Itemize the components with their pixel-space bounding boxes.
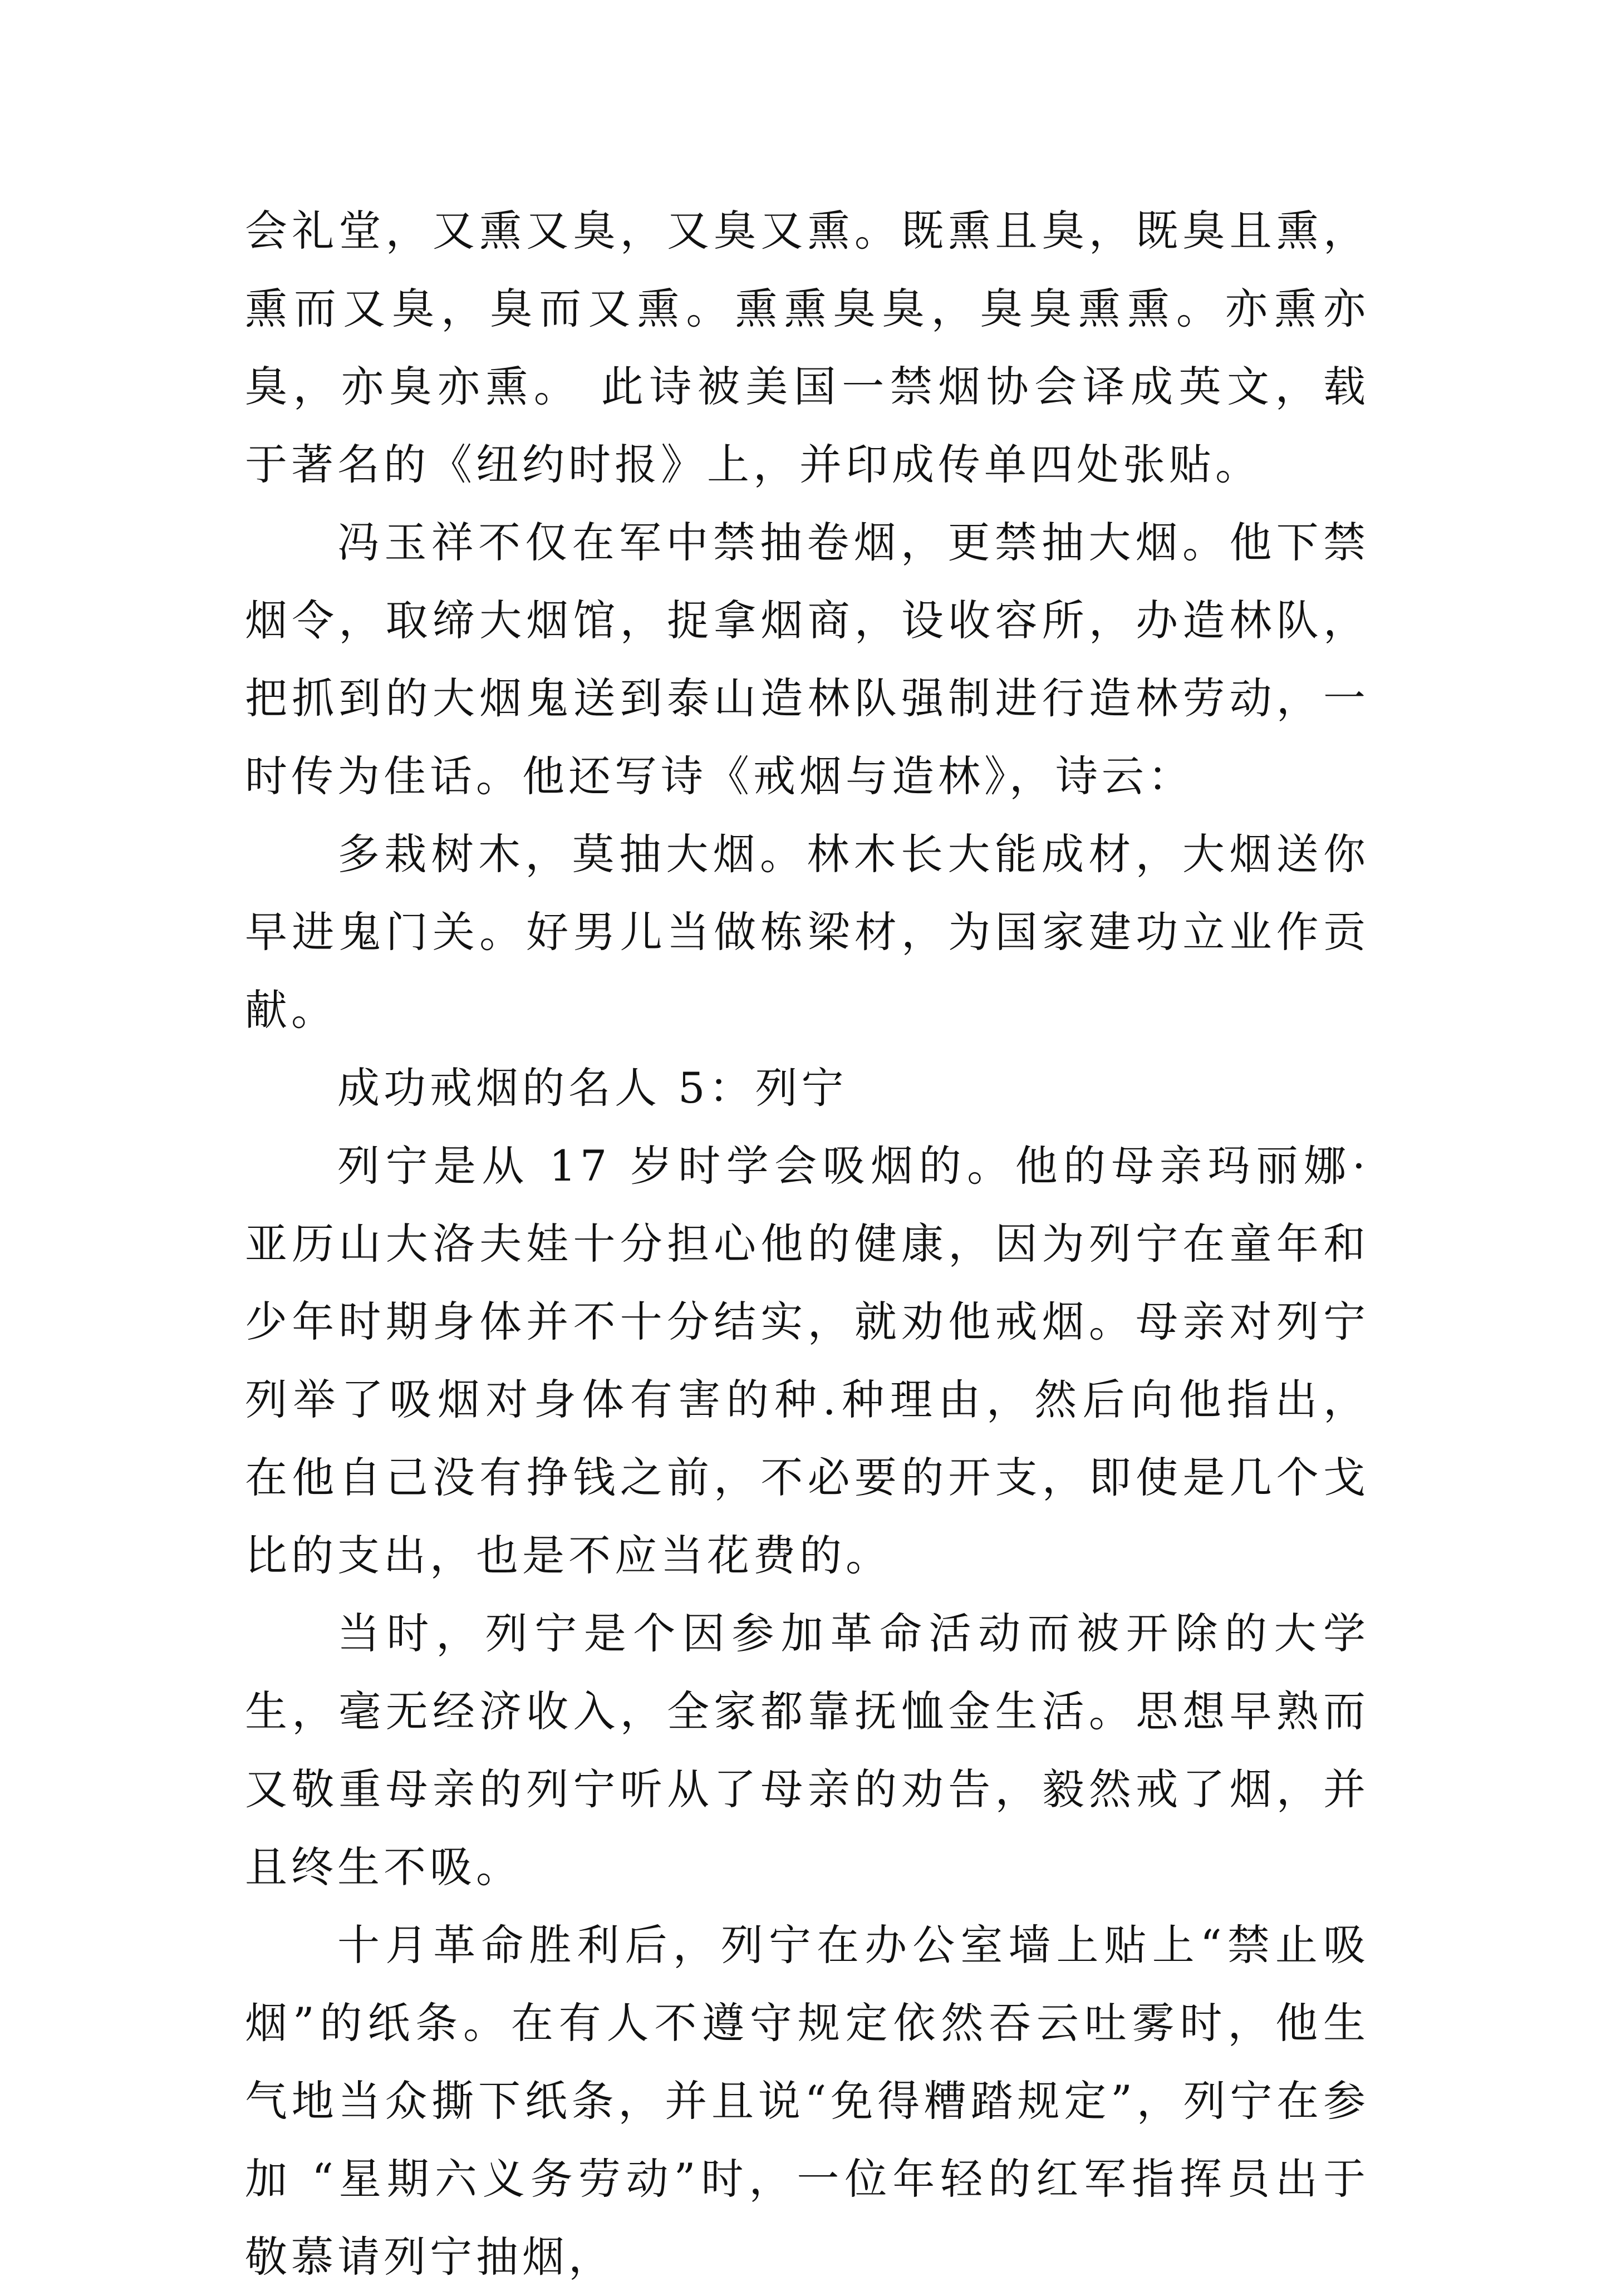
- paragraph-lenin-student: 当时，列宁是个因参加革命活动而被开除的大学生，毫无经济收入，全家都靠抚恤金生活。思想早熟而又敬重母亲的列宁听从了母亲的劝告，毅然戒了烟，并且终生不吸。: [245, 1609, 1369, 1892]
- paragraph-poem: 多栽树木，莫抽大烟。林木长大能成材，大烟送你早进鬼门关。好男儿当做栋梁材，为国家建功立业作贡献。: [245, 829, 1369, 1035]
- paragraph-continued-poem: 会礼堂，又熏又臭，又臭又熏。既熏且臭，既臭且熏，熏而又臭，臭而又熏。熏熏臭臭，臭臭熏熏。亦熏亦臭，亦臭亦熏。 此诗被美国一禁烟协会译成英文，载于著名的《纽约时报》上，并印成传单四处张贴。: [245, 206, 1369, 489]
- section-heading-lenin: 成功戒烟的名人 5：列宁: [337, 1063, 848, 1113]
- paragraph-lenin-office: 十月革命胜利后，列宁在办公室墙上贴上“禁止吸烟”的纸条。在有人不遵守规定依然吞云吐雾时，他生气地当众撕下纸条，并且说“免得糟踏规定”，列宁在参加 “星期六义务劳动”时，一位年轻的红军指挥员出于敬慕请列宁抽烟，: [245, 1920, 1369, 2282]
- paragraph-feng-yuxiang: 冯玉祥不仅在军中禁抽卷烟，更禁抽大烟。他下禁烟令，取缔大烟馆，捉拿烟商，设收容所，办造林队，把抓到的大烟鬼送到泰山造林队强制进行造林劳动，一时传为佳话。他还写诗《戒烟与造林》，诗云：: [245, 518, 1369, 801]
- paragraph-lenin-mother: 列宁是从 17 岁时学会吸烟的。他的母亲玛丽娜·亚历山大洛夫娃十分担心他的健康，因为列宁在童年和少年时期身体并不十分结实，就劝他戒烟。母亲对列宁列举了吸烟对身体有害的种.种理由，然后向他指出，在他自己没有挣钱之前，不必要的开支，即使是几个戈比的支出，也是不应当花费的。: [245, 1141, 1369, 1580]
- document-page: [245, 192, 1369, 2296]
